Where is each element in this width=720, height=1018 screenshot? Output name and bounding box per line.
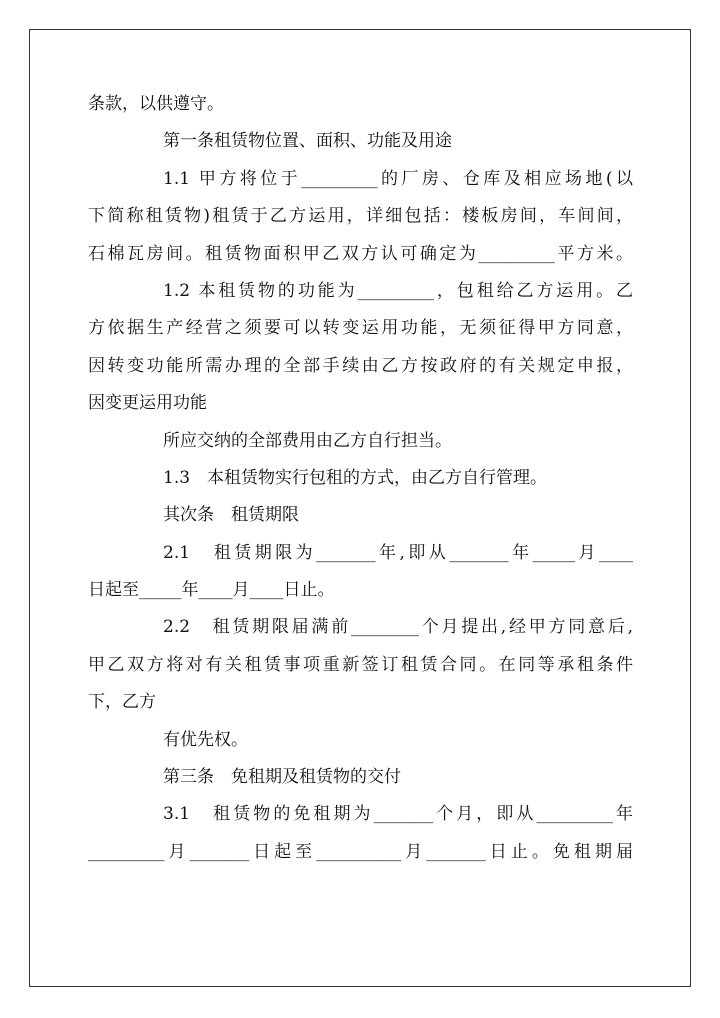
document-body [88,86,633,871]
text-line: 下简称租赁物)租赁于乙方运用，详细包括：楼板房间，车间间， [88,206,633,227]
text-line: 条款，以供遵守。 [88,94,224,114]
text-line: 2.1 租赁期限为_______年,即从_______年_____月____ [163,542,633,563]
text-line: 1.3 本租赁物实行包租的方式，由乙方自行管理。 [163,467,548,488]
text-line: 1.1 甲方将位于_________的厂房、仓库及相应场地(以 [163,168,633,189]
text-line: 石棉瓦房间。租赁物面积甲乙双方认可确定为_________平方米。 [88,243,633,264]
text-line: 其次条 租赁期限 [163,505,299,526]
text-line: 1.2 本租赁物的功能为_________，包租给乙方运用。乙 [163,280,633,301]
text-line: 因转变功能所需办理的全部手续由乙方按政府的有关规定申报， [88,355,633,376]
text-line: 2.2 租赁期限届满前________个月提出,经甲方同意后, [163,617,633,638]
text-line: 因变更运用功能 [88,393,207,414]
text-line: 第一条租赁物位置、面积、功能及用途 [163,131,452,152]
text-line: 下，乙方 [88,692,156,713]
text-line: 3.1 租赁物的免租期为_______个月，即从_________年 [163,804,633,825]
text-line: 第三条 免租期及租赁物的交付 [163,767,401,788]
text-line: 日起至_____年____月____日止。 [88,580,335,601]
text-line: 甲乙双方将对有关租赁事项重新签订租赁合同。在同等承租条件 [88,654,633,675]
text-line: 有优先权。 [163,729,248,750]
text-line: _________月_______日起至__________月_______日止。免租期届 [88,841,633,862]
text-line: 方依据生产经营之须要可以转变运用功能，无须征得甲方同意， [88,318,633,339]
text-line: 所应交纳的全部费用由乙方自行担当。 [163,430,452,451]
